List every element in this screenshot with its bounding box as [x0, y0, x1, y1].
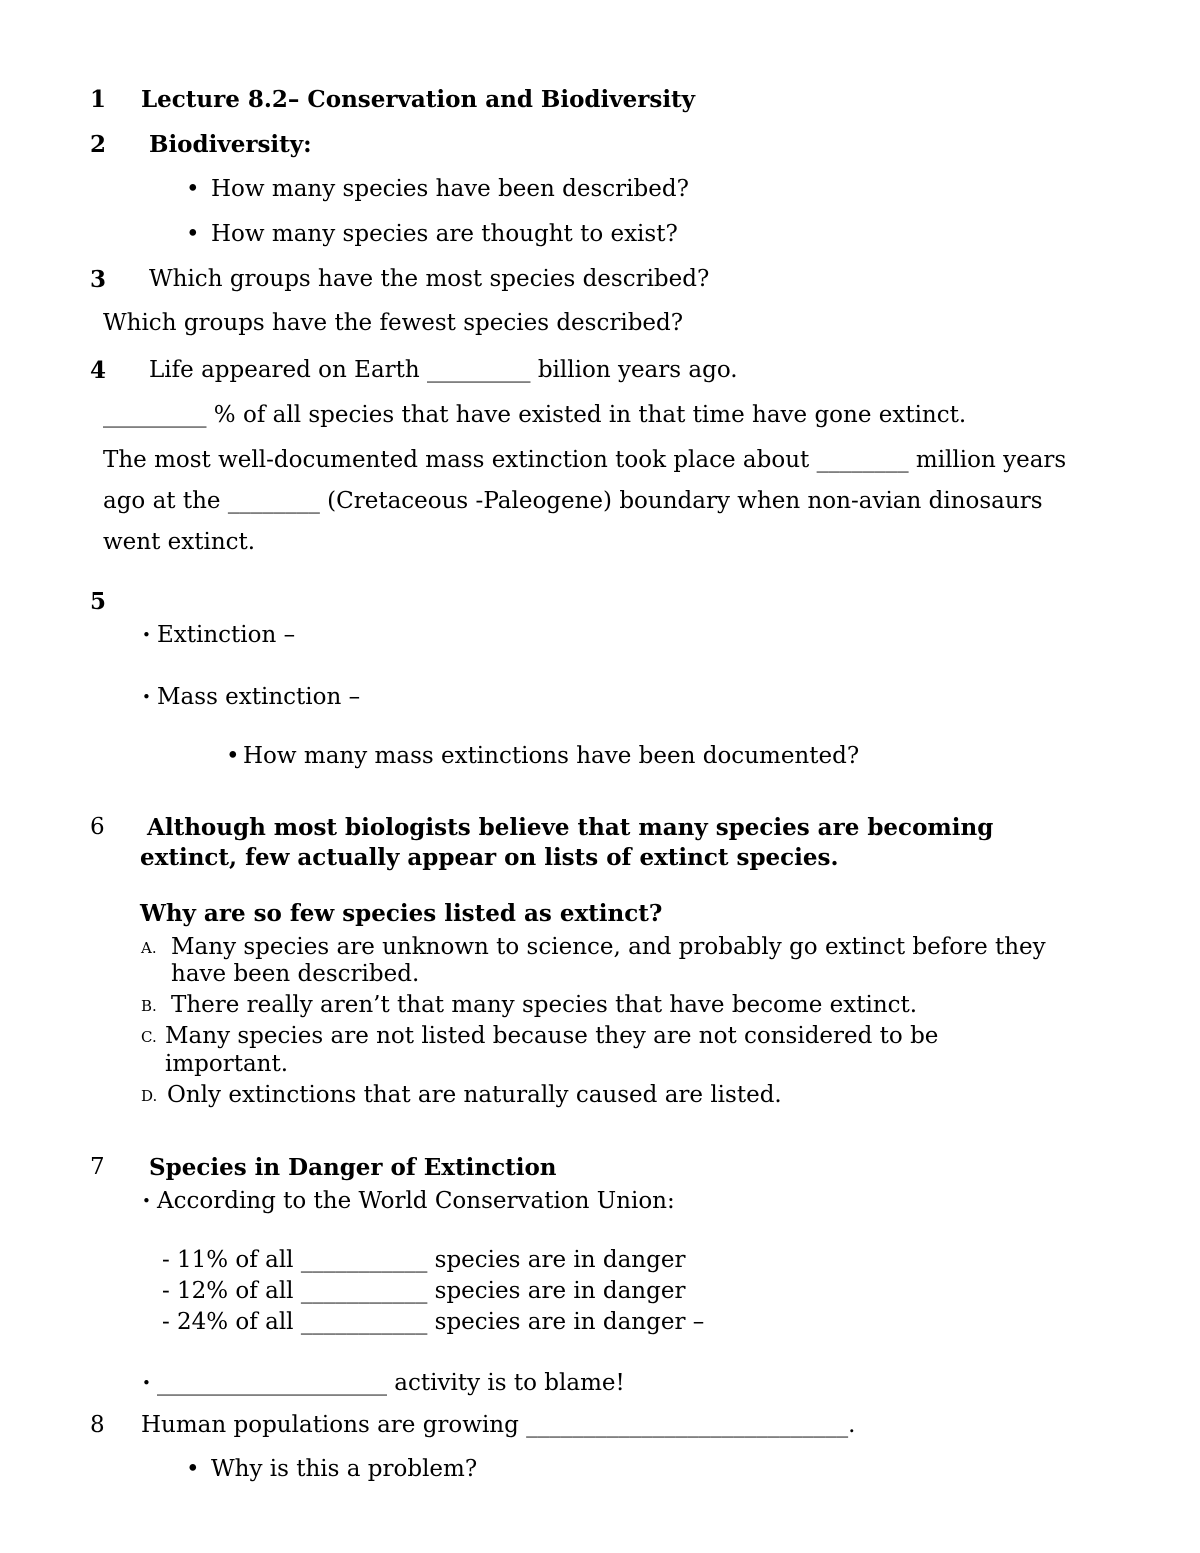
bullet-glyph: •	[186, 1456, 200, 1482]
small-bullet-glyph: •	[142, 1192, 151, 1210]
option-c-line-2: important.	[165, 1051, 289, 1077]
small-bullet-glyph: •	[142, 1374, 151, 1392]
option-c-line-1: Many species are not listed because they are not considered to be	[165, 1023, 939, 1049]
section-5-sub-bullet: How many mass extinctions have been documented?	[243, 743, 860, 769]
bullet-glyph: •	[226, 743, 240, 769]
section-7-blame: ____________________ activity is to blame!	[157, 1370, 625, 1396]
section-7-title: Species in Danger of Extinction	[149, 1154, 557, 1181]
section-4-line-2: _________ % of all species that have existed in that time have gone extinct.	[103, 402, 967, 428]
section-7-dash-1: 11% of all ___________ species are in danger	[177, 1247, 686, 1273]
section-2-number: 2	[90, 131, 107, 158]
section-6-title-line-1: Although most biologists believe that many species are becoming	[147, 814, 994, 841]
section-8-line-1: Human populations are growing ____________________________.	[141, 1412, 856, 1438]
bullet-glyph: •	[186, 176, 200, 202]
option-d-letter: D.	[141, 1087, 158, 1105]
option-a-line-1: Many species are unknown to science, and probably go extinct before they	[171, 934, 1046, 960]
bullet-glyph: •	[186, 221, 200, 247]
section-4-line-5: went extinct.	[103, 529, 256, 555]
small-bullet-glyph: •	[142, 688, 151, 706]
dash-glyph: -	[162, 1278, 170, 1304]
option-a-letter: A.	[141, 939, 157, 957]
section-6-title-line-2: extinct, few actually appear on lists of extinct species.	[140, 844, 839, 871]
section-3-line-1: Which groups have the most species described?	[149, 266, 710, 292]
section-5-bullet-1: Extinction –	[157, 622, 296, 648]
dash-glyph: -	[162, 1247, 170, 1273]
section-7-dash-2: 12% of all ___________ species are in danger	[177, 1278, 686, 1304]
section-2-bullet-1: How many species have been described?	[211, 176, 689, 202]
section-1-title: Lecture 8.2– Conservation and Biodiversity	[141, 86, 696, 113]
section-5-number: 5	[90, 588, 107, 615]
option-a-line-2: have been described.	[171, 961, 420, 987]
section-2-title: Biodiversity:	[149, 131, 312, 158]
section-6-question: Why are so few species listed as extinct?	[140, 900, 663, 927]
section-4-line-3: The most well-documented mass extinction took place about ________ million years	[103, 447, 1067, 473]
option-b-line-1: There really aren’t that many species that have become extinct.	[171, 992, 918, 1018]
section-1-number: 1	[90, 86, 107, 113]
option-b-letter: B.	[141, 997, 157, 1015]
section-7-intro: According to the World Conservation Union:	[157, 1188, 675, 1214]
section-4-line-1: Life appeared on Earth _________ billion years ago.	[149, 357, 738, 383]
section-8-bullet: Why is this a problem?	[211, 1456, 478, 1482]
option-d-line-1: Only extinctions that are naturally caused are listed.	[167, 1082, 782, 1108]
small-bullet-glyph: •	[142, 626, 151, 644]
section-3-line-2: Which groups have the fewest species described?	[103, 310, 684, 336]
section-6-number: 6	[90, 814, 105, 840]
section-3-number: 3	[90, 266, 107, 293]
section-7-dash-3: 24% of all ___________ species are in danger –	[177, 1309, 705, 1335]
section-7-number: 7	[90, 1154, 105, 1180]
section-4-number: 4	[90, 357, 107, 384]
option-c-letter: C.	[141, 1028, 157, 1046]
section-8-number: 8	[90, 1412, 105, 1438]
section-2-bullet-2: How many species are thought to exist?	[211, 221, 678, 247]
section-4-line-4: ago at the ________ (Cretaceous -Paleogene) boundary when non-avian dinosaurs	[103, 488, 1043, 514]
dash-glyph: -	[162, 1309, 170, 1335]
section-5-bullet-2: Mass extinction –	[157, 684, 361, 710]
